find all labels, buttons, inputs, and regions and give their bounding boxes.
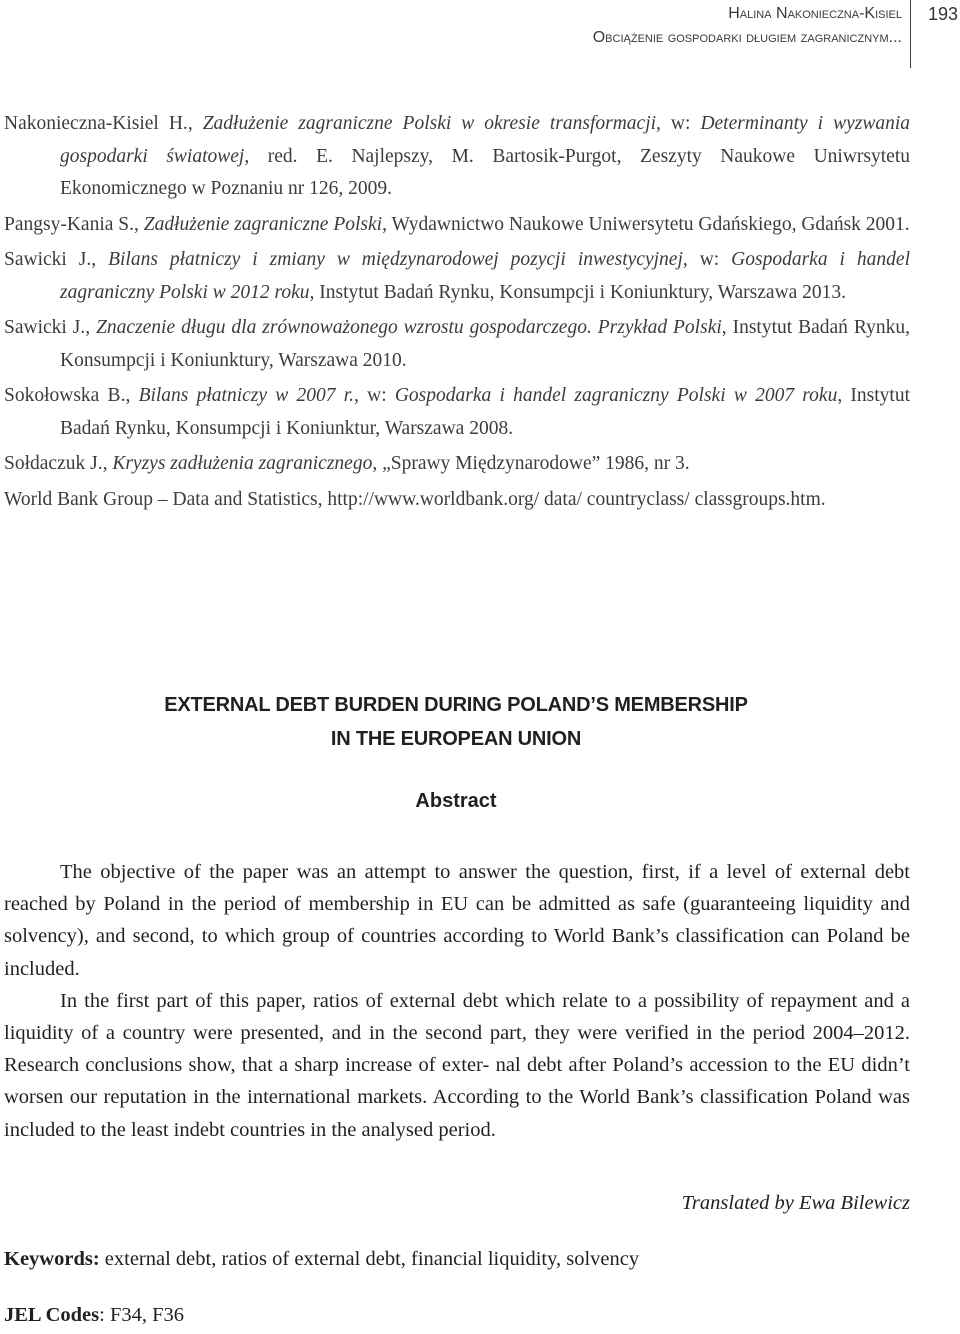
reference-item: Nakonieczna-Kisiel H., Zadłużenie zagraniczne Polski w okresie transformacji, w: Determinanty i wyzwania gospodarki światowej, red. E. Najlepszy, M. Bartosik-Purgot, Zeszyty Naukowe Uniwrsytetu Ekonomicznego w Poznaniu nr 126, 2009. xyxy=(4,113,911,199)
reference-mid: , w: xyxy=(354,385,395,406)
reference-author: World Bank Group – Data and Statistics, http://www.worldbank.org/ data/ countryclass/ classgroups.htm. xyxy=(4,488,826,510)
header-divider xyxy=(910,0,911,68)
header-short-title: Obciążenie gospodarki długiem zagranicznym... xyxy=(592,29,902,46)
reference-rest: , Instytut Badań Rynku, Konsumpcji i Koniunktury, Warszawa 2013. xyxy=(309,281,847,303)
reference-title: Zadłużenie zagraniczne Polski w okresie transformacji xyxy=(202,113,657,134)
reference-author: Sokołowska B. xyxy=(4,385,126,406)
reference-author: Sawicki J. xyxy=(4,317,86,338)
paper-title xyxy=(0,688,912,756)
reference-author: Sołdaczuk J. xyxy=(4,453,103,474)
reference-mid: , w: xyxy=(656,113,701,134)
jel-label: JEL Codes xyxy=(4,1304,100,1326)
keywords-text: external debt, ratios of external debt, financial liquidity, solvency xyxy=(99,1248,640,1270)
keywords-line xyxy=(4,1248,639,1271)
reference-source: Determinanty i wyzwania gospodarki światowej xyxy=(60,113,911,167)
reference-title: Bilans płatniczy i zmiany w międzynarodowej pozycji inwestycyjnej xyxy=(108,249,683,270)
reference-title: Bilans płatniczy w 2007 r. xyxy=(138,385,355,406)
reference-author: Pangsy-Kania S. xyxy=(4,213,134,235)
abstract-paragraph: The objective of the paper was an attempt to answer the question, first, if a level of external debt reached by Poland in the period of membership in EU can be admitted as safe (guaranteeing liquidity and solvency), and second, to which group of countries according to World Bank’s classification can Poland be included. xyxy=(4,861,910,980)
page-number: 193 xyxy=(928,4,959,24)
translator-credit: Translated by Ewa Bilewicz xyxy=(681,1192,910,1214)
abstract-body xyxy=(4,856,910,1146)
reference-author: Nakonieczna-Kisiel H. xyxy=(4,113,188,134)
reference-item xyxy=(4,484,910,517)
jel-codes-line xyxy=(4,1304,184,1327)
running-header xyxy=(593,2,902,50)
reference-item: Sołdaczuk J., Kryzys zadłużenia zagranicznego, „Sprawy Międzynarodowe” 1986, nr 3. xyxy=(4,453,690,474)
jel-text: : F34, F36 xyxy=(99,1304,184,1326)
reference-rest: , Wydawnictwo Naukowe Uniwersytetu Gdańskiego, Gdańsk 2001. xyxy=(382,213,910,235)
reference-author: Sawicki J. xyxy=(4,249,92,270)
reference-source: Gospodarka i handel zagraniczny Polski w 2007 roku xyxy=(394,385,838,406)
references-list xyxy=(4,108,910,519)
abstract-heading: Abstract xyxy=(415,790,497,812)
reference-rest: , Instytut Badań Rynku, Konsumpcji i Koniunktur, Warszawa 2008. xyxy=(60,385,911,439)
reference-mid: , w: xyxy=(682,249,732,270)
reference-rest: , Instytut Badań Rynku, Konsumpcji i Koniunktury, Warszawa 2010. xyxy=(60,317,910,371)
reference-item: Pangsy-Kania S., Zadłużenie zagraniczne Polski, Wydawnictwo Naukowe Uniwersytetu Gdańskiego, Gdańsk 2001. xyxy=(4,213,910,235)
header-author: Halina Nakonieczna-Kisiel xyxy=(728,5,902,22)
reference-rest: , „Sprawy Międzynarodowe” 1986, nr 3. xyxy=(372,453,690,474)
reference-title: Kryzys zadłużenia zagranicznego xyxy=(112,453,373,474)
keywords-label: Keywords: xyxy=(4,1248,100,1270)
reference-title: Zadłużenie zagraniczne Polski xyxy=(143,213,383,235)
reference-title: Znaczenie długu dla zrównoważonego wzrostu gospodarczego. Przykład Polski xyxy=(96,317,722,338)
reference-source: Gospodarka i handel zagraniczny Polski w 2012 roku xyxy=(60,249,911,303)
paper-title-line-1: EXTERNAL DEBT BURDEN DURING POLAND’S MEMBERSHIP xyxy=(164,694,748,716)
reference-item: Sokołowska B., Bilans płatniczy w 2007 r., w: Gospodarka i handel zagraniczny Polski w 2007 roku, Instytut Badań Rynku, Konsumpcji i Koniunktur, Warszawa 2008. xyxy=(4,385,911,439)
reference-rest: , red. E. Najlepszy, M. Bartosik-Purgot, Zeszyty Naukowe Uniwrsytetu Ekonomicznego w Poznaniu nr 126, 2009. xyxy=(60,145,910,199)
reference-item: Sawicki J., Znaczenie długu dla zrównoważonego wzrostu gospodarczego. Przykład Polski, Instytut Badań Rynku, Konsumpcji i Koniunktury, Warszawa 2010. xyxy=(4,317,910,371)
reference-item: Sawicki J., Bilans płatniczy i zmiany w międzynarodowej pozycji inwestycyjnej, w: Gospodarka i handel zagraniczny Polski w 2012 roku, Instytut Badań Rynku, Konsumpcji i Koniunktury, Warszawa 2013. xyxy=(4,249,911,303)
paper-title-line-2: IN THE EUROPEAN UNION xyxy=(330,728,582,750)
abstract-paragraph: In the first part of this paper, ratios of external debt which relate to a possibility of repayment and a liquidity of a country were presented, and in the second part, they were verified in the period 2004–2012. Research conclusions show, that a sharp increase of exter- nal debt after Poland’s accession to the EU didn’t worsen our reputation in the international markets. According to the World Bank’s classification Poland was included to the least indebt countries in the analysed period. xyxy=(4,989,910,1141)
